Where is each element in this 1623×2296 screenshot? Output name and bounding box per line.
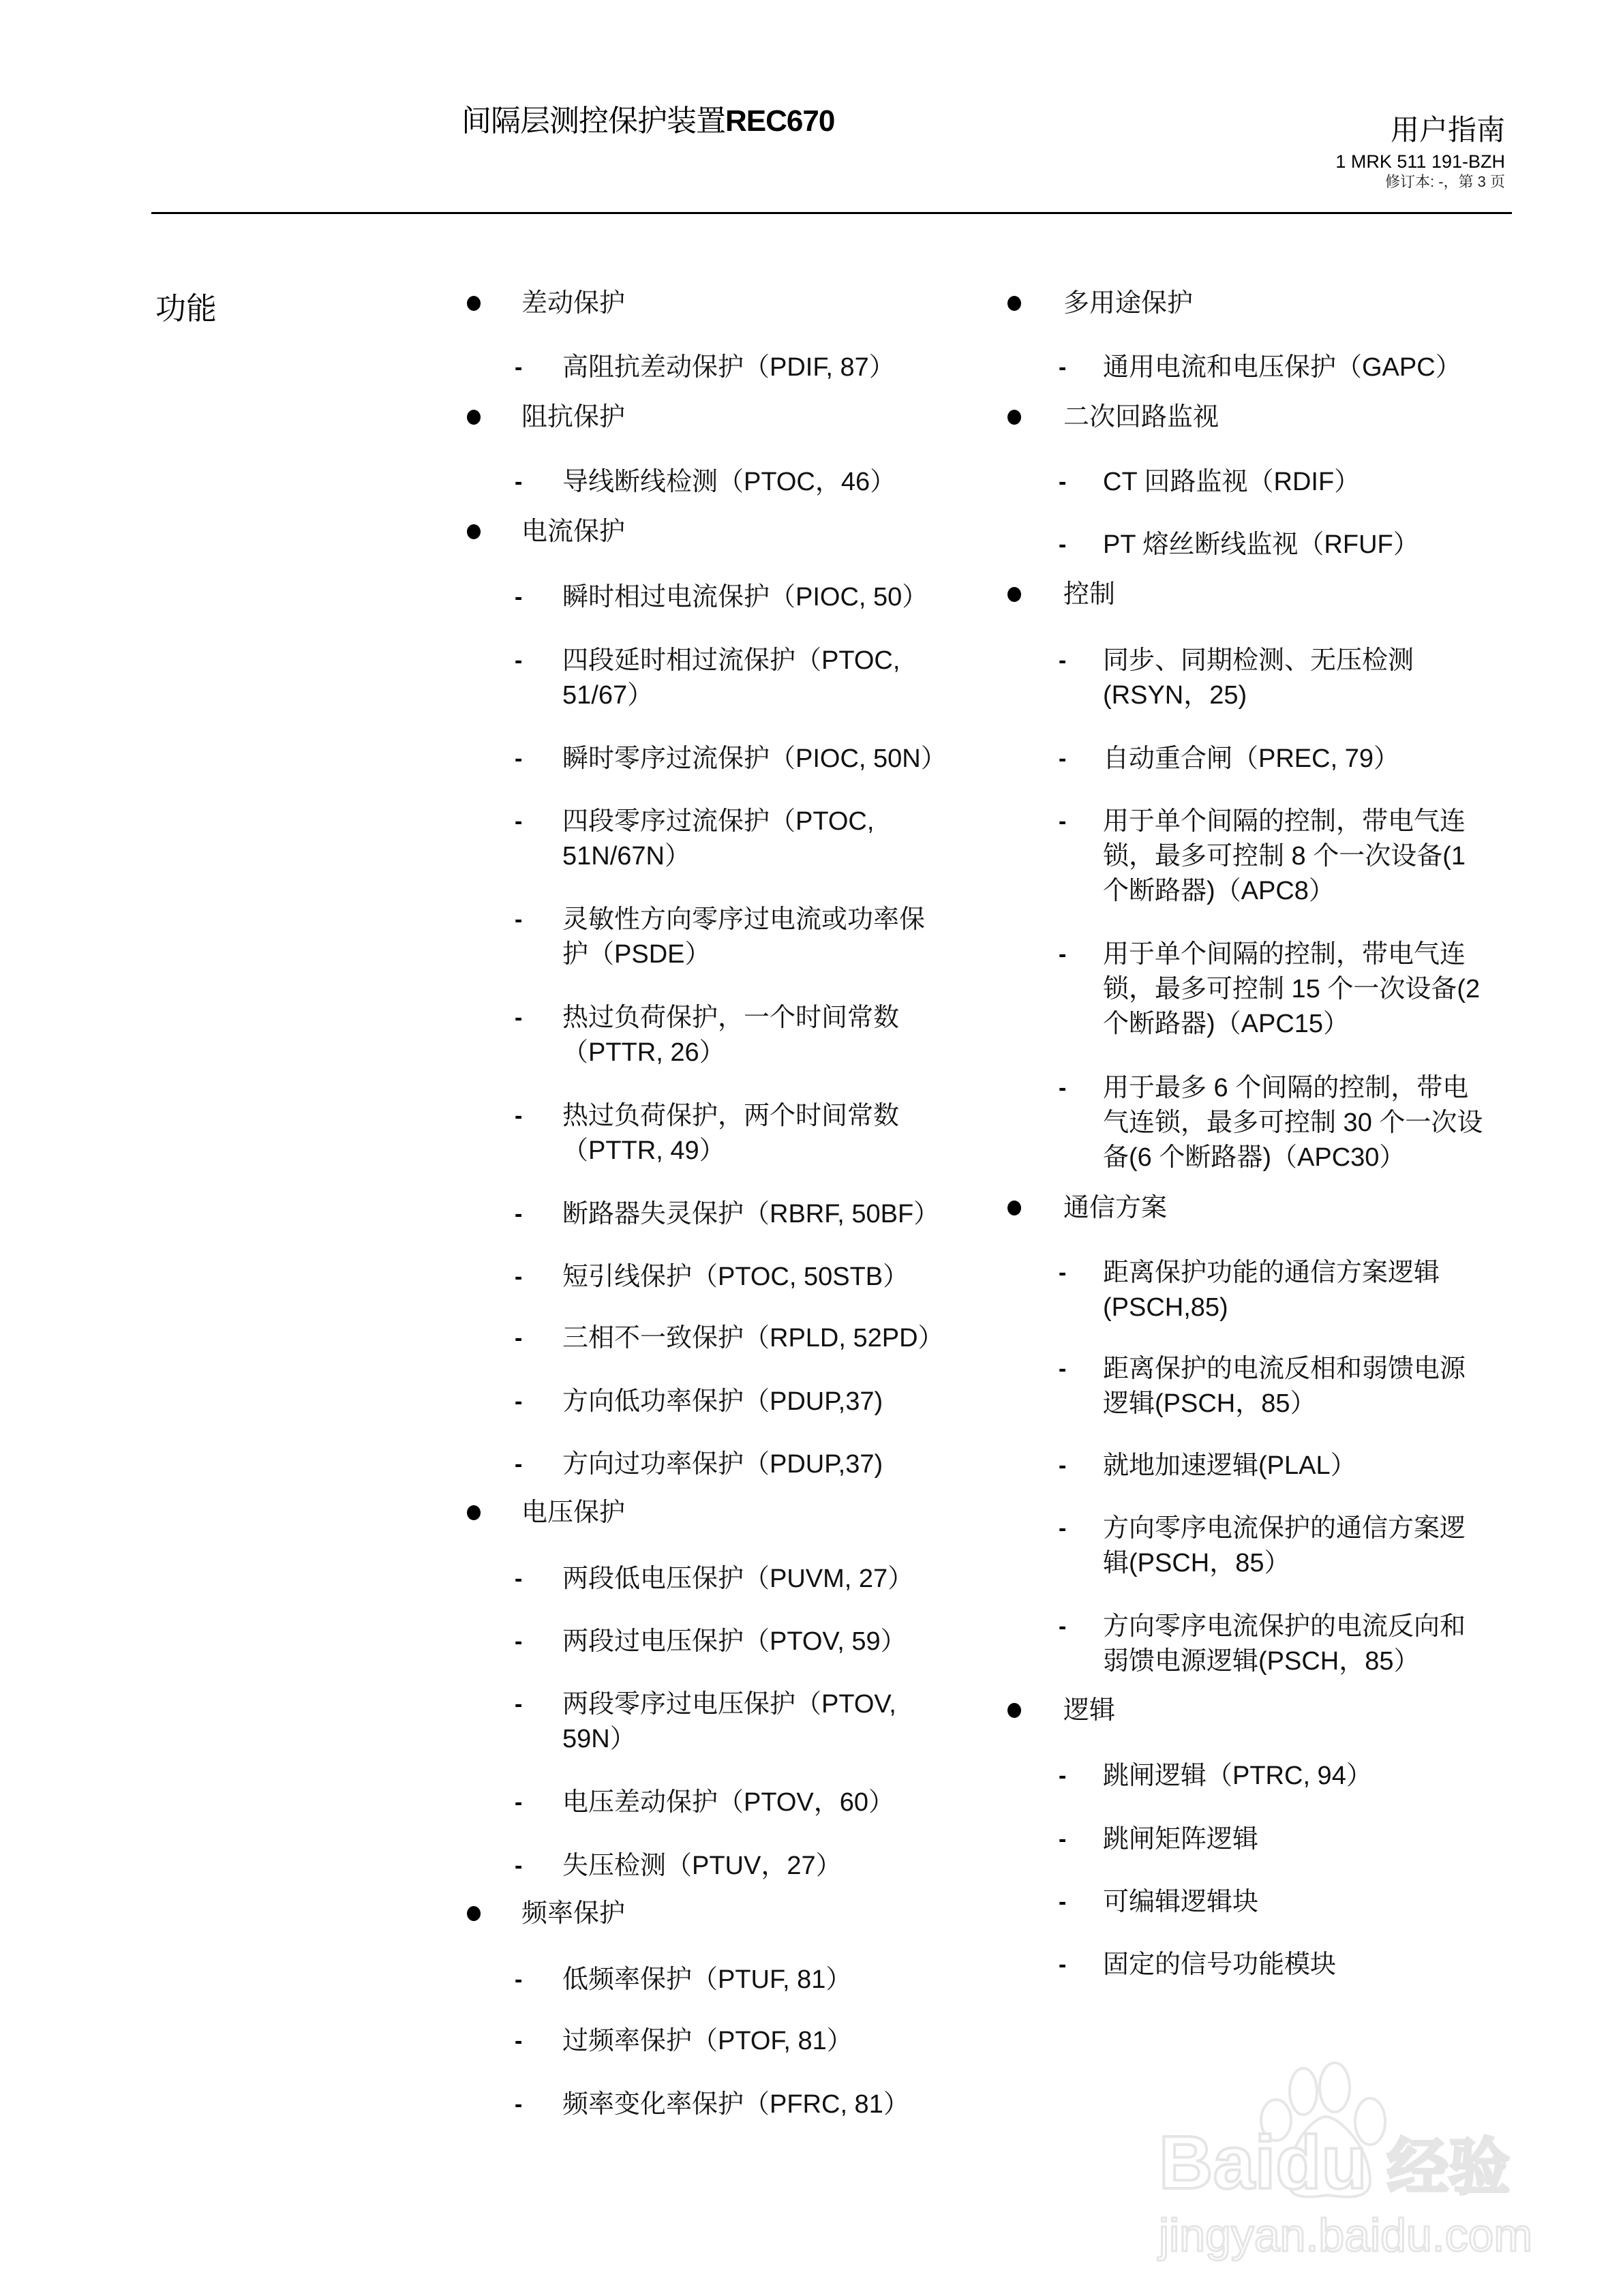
category-label: 通信方案 — [1063, 1194, 1168, 1222]
category-label: 阻抗保护 — [521, 403, 626, 432]
dash-marker-icon: - — [515, 354, 523, 380]
function-text-line: 方向零序电流保护的电流反向和 — [1103, 1612, 1466, 1641]
title-model: REC670 — [725, 104, 835, 138]
category-label: 电流保护 — [521, 517, 626, 546]
function-text-line: CT 回路监视（RDIF） — [1103, 468, 1361, 496]
function-text-line: 距离保护功能的通信方案逻辑 — [1103, 1258, 1440, 1287]
category-label: 控制 — [1063, 580, 1116, 609]
dash-marker-icon: - — [515, 907, 523, 933]
header-divider — [151, 212, 1512, 214]
dash-marker-icon: - — [1059, 354, 1067, 380]
dash-marker-icon: - — [1059, 469, 1067, 495]
function-text-line: （PTTR, 26） — [562, 1038, 725, 1067]
function-text-line: 断路器失灵保护（RBRF, 50BF） — [562, 1200, 940, 1228]
dash-marker-icon: - — [1059, 1763, 1067, 1789]
function-text-line: 热过负荷保护，两个时间常数 — [562, 1102, 900, 1130]
function-text-line: （PTTR, 49） — [562, 1136, 725, 1165]
dash-marker-icon: - — [515, 1264, 523, 1290]
dash-marker-icon: - — [1059, 941, 1067, 967]
function-text-line: 两段零序过电压保护（PTOV, — [562, 1690, 896, 1719]
dash-marker-icon: - — [1059, 1952, 1067, 1978]
watermark-brand-cn: 经验 — [1387, 2132, 1510, 2203]
function-text-line: 热过负荷保护，一个时间常数 — [562, 1003, 900, 1032]
function-text-line: 59N） — [562, 1725, 636, 1753]
function-text-line: 护（PSDE） — [562, 940, 711, 969]
bullet-dot-icon — [467, 524, 481, 539]
category-label: 多用途保护 — [1063, 289, 1194, 318]
function-text-line: 辑(PSCH，85） — [1103, 1549, 1290, 1577]
function-text-line: 高阻抗差动保护（PDIF, 87） — [562, 353, 895, 382]
dash-marker-icon: - — [1059, 1614, 1067, 1640]
dash-marker-icon: - — [515, 648, 523, 674]
dash-marker-icon: - — [1059, 648, 1067, 674]
function-text-line: 瞬时相过电流保护（PIOC, 50） — [562, 583, 928, 611]
dash-marker-icon: - — [515, 746, 523, 772]
dash-marker-icon: - — [515, 1005, 523, 1031]
dash-marker-icon: - — [515, 1853, 523, 1879]
dash-marker-icon: - — [1059, 809, 1067, 834]
function-text-line: 用于最多 6 个间隔的控制，带电 — [1103, 1074, 1469, 1102]
document-number: 1 MRK 511 191-BZH — [1335, 151, 1505, 172]
dash-marker-icon: - — [515, 1103, 523, 1129]
dash-marker-icon: - — [515, 1451, 523, 1477]
dash-marker-icon: - — [515, 1325, 523, 1351]
function-text-line: (RSYN，25) — [1103, 681, 1247, 710]
function-text-line: 弱馈电源逻辑(PSCH，85） — [1103, 1647, 1420, 1676]
watermark-brand: Baidu — [1159, 2121, 1367, 2205]
bullet-dot-icon — [467, 296, 481, 311]
dash-marker-icon: - — [515, 1566, 523, 1592]
function-text-line: 方向过功率保护（PDUP,37) — [562, 1450, 883, 1479]
function-text-line: 个断路器)（APC15） — [1103, 1010, 1350, 1038]
function-text-line: 用于单个间隔的控制，带电气连 — [1103, 940, 1466, 969]
dash-marker-icon: - — [515, 1691, 523, 1717]
function-text-line: 电压差动保护（PTOV，60） — [562, 1788, 895, 1817]
dash-marker-icon: - — [515, 1789, 523, 1815]
baidu-jingyan-watermark — [1152, 2052, 1534, 2270]
function-text-line: 锁，最多可控制 8 个一次设备(1 — [1103, 842, 1466, 871]
category-label: 频率保护 — [521, 1899, 626, 1928]
function-text-line: 方向零序电流保护的通信方案逻 — [1103, 1514, 1466, 1543]
section-title: 功能 — [155, 291, 217, 326]
dash-marker-icon: - — [515, 2091, 523, 2117]
function-text-line: 自动重合闸（PREC, 79） — [1103, 744, 1399, 773]
bullet-dot-icon — [467, 1505, 481, 1520]
dash-marker-icon: - — [1059, 1075, 1067, 1101]
dash-marker-icon: - — [1059, 746, 1067, 772]
category-label: 差动保护 — [521, 289, 626, 318]
dash-marker-icon: - — [1059, 1356, 1067, 1382]
bullet-dot-icon — [467, 1906, 481, 1921]
bullet-dot-icon — [1007, 587, 1021, 602]
bullet-dot-icon — [1007, 1200, 1021, 1215]
function-text-line: 备(6 个断路器)（APC30） — [1103, 1143, 1406, 1172]
function-text-line: PT 熔丝断线监视（RFUF） — [1103, 530, 1419, 559]
function-text-line: 51N/67N） — [562, 842, 691, 871]
revision-page-info: 修订本: -，第 3 页 — [1384, 173, 1505, 190]
title-chinese: 间隔层测控保护装置 — [461, 104, 725, 138]
dash-marker-icon: - — [515, 1389, 523, 1415]
function-text-line: 跳闸逻辑（PTRC, 94） — [1103, 1762, 1372, 1790]
category-label: 二次回路监视 — [1063, 403, 1219, 432]
function-text-line: 气连锁，最多可控制 30 个一次设 — [1103, 1108, 1483, 1137]
dash-marker-icon: - — [515, 1201, 523, 1227]
bullet-dot-icon — [1007, 1703, 1021, 1718]
dash-marker-icon: - — [515, 469, 523, 495]
bullet-dot-icon — [467, 410, 481, 425]
dash-marker-icon: - — [515, 584, 523, 610]
function-text-line: 三相不一致保护（RPLD, 52PD） — [562, 1324, 944, 1353]
function-text-line: 通用电流和电压保护（GAPC） — [1103, 353, 1461, 382]
function-text-line: 频率变化率保护（PFRC, 81） — [562, 2090, 909, 2119]
dash-marker-icon: - — [1059, 1889, 1067, 1915]
dash-marker-icon: - — [515, 809, 523, 834]
dash-marker-icon: - — [1059, 1826, 1067, 1852]
function-text-line: 低频率保护（PTUF, 81） — [562, 1965, 852, 1994]
baidu-paw-logo-icon — [1152, 2052, 1534, 2270]
function-text-line: 失压检测（PTUV，27） — [562, 1852, 842, 1880]
function-text-line: 过频率保护（PTOF, 81） — [562, 2027, 853, 2055]
function-text-line: 51/67） — [562, 681, 654, 710]
function-text-line: 锁，最多可控制 15 个一次设备(2 — [1103, 975, 1481, 1003]
category-label: 电压保护 — [521, 1498, 626, 1527]
function-text-line: 同步、同期检测、无压检测 — [1103, 646, 1414, 675]
function-text-line: (PSCH,85) — [1103, 1293, 1228, 1322]
function-text-line: 灵敏性方向零序过电流或功率保 — [562, 905, 926, 934]
function-text-line: 方向低功率保护（PDUP,37) — [562, 1387, 883, 1416]
function-text-line: 导线断线检测（PTOC，46） — [562, 468, 896, 496]
function-text-line: 固定的信号功能模块 — [1103, 1950, 1337, 1979]
dash-marker-icon: - — [1059, 1515, 1067, 1541]
function-text-line: 就地加速逻辑(PLAL） — [1103, 1451, 1356, 1480]
bullet-dot-icon — [1007, 410, 1021, 425]
function-text-line: 两段过电压保护（PTOV, 59） — [562, 1627, 907, 1656]
function-text-line: 四段零序过流保护（PTOC, — [562, 807, 875, 836]
bullet-dot-icon — [1007, 296, 1021, 311]
function-text-line: 短引线保护（PTOC, 50STB） — [562, 1263, 909, 1291]
document-title — [461, 102, 834, 140]
dash-marker-icon: - — [1059, 1260, 1067, 1286]
category-label: 逻辑 — [1063, 1696, 1116, 1725]
dash-marker-icon: - — [515, 2028, 523, 2054]
function-text-line: 跳闸矩阵逻辑 — [1103, 1825, 1259, 1854]
function-text-line: 四段延时相过流保护（PTOC, — [562, 646, 900, 675]
function-text-line: 个断路器)（APC8） — [1103, 877, 1335, 905]
dash-marker-icon: - — [515, 1629, 523, 1655]
dash-marker-icon: - — [1059, 532, 1067, 558]
function-text-line: 瞬时零序过流保护（PIOC, 50N） — [562, 744, 947, 773]
dash-marker-icon: - — [1059, 1453, 1067, 1479]
function-text-line: 逻辑(PSCH，85） — [1103, 1389, 1316, 1418]
function-text-line: 两段低电压保护（PUVM, 27） — [562, 1565, 914, 1593]
function-text-line: 用于单个间隔的控制，带电气连 — [1103, 807, 1466, 836]
function-text-line: 距离保护的电流反相和弱馈电源 — [1103, 1355, 1466, 1383]
function-text-line: 可编辑逻辑块 — [1103, 1888, 1259, 1916]
watermark-url: jingyan.baidu.com — [1159, 2209, 1533, 2261]
guide-label: 用户指南 — [1390, 114, 1505, 146]
dash-marker-icon: - — [515, 1967, 523, 1993]
